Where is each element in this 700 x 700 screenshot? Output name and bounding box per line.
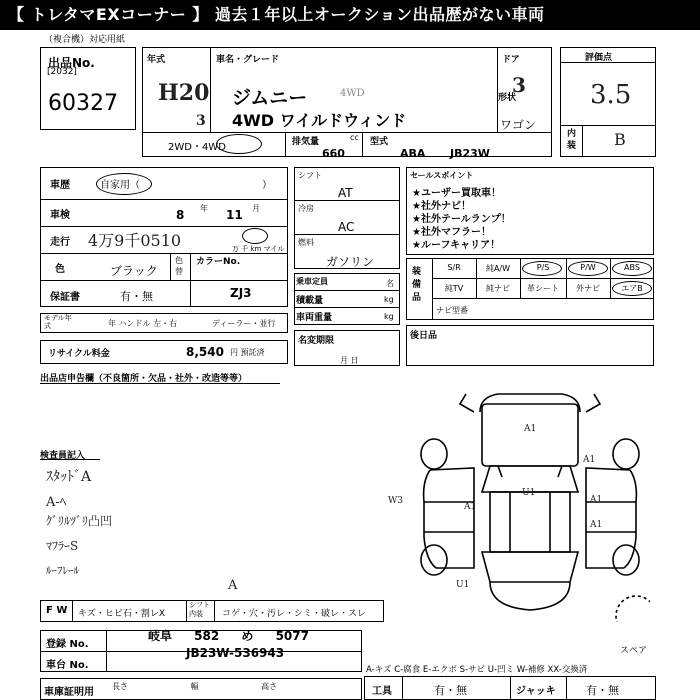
model-year-label: モデル年式 [44,314,72,330]
shift-label: シフト [298,171,322,180]
equip-aftermarket-navi: 外ナビ [576,284,600,293]
color-change-label: 色替 [175,256,183,276]
drive-circle [216,134,262,154]
ac-label: 冷房 [298,204,314,213]
inspector-label: 検査員記入 [40,451,86,461]
capacity-unit: 名 [386,279,394,288]
damage-mark-right-front: A1 [583,455,596,465]
equip-abs: ABS [624,263,640,272]
model-handle-label: 年 ハンドル 左・右 [108,319,178,328]
inspector-note-5: ﾙｰﾌﾚｰﾙ [46,564,79,577]
name-change-unit: 月 日 [340,356,359,365]
shift-value: AT [338,186,353,200]
weight-label: 車両重量 [296,313,333,323]
weight-unit: kg [384,312,394,321]
fw-label: F W [46,605,68,616]
km-circle [242,228,268,244]
recycle-label: リサイクル料金 [48,349,110,359]
equip-airbag: エアB [621,284,643,293]
ps-circle [522,261,562,276]
pw-circle [568,261,608,276]
equip-navi: 純ナビ [486,284,510,293]
tools-value: 有・無 [434,684,467,697]
mileage-label: 走行 [50,237,70,248]
equip-power-windows: P/W [580,263,596,272]
damage-mark-left-door: A1 [464,502,477,512]
chassis-label: 車台 No. [46,660,89,671]
inspection-year: 8 [176,208,185,222]
equip-leather: 革シート [527,284,559,293]
fw-interior-marks: コゲ・穴・汚レ・シミ・破レ・スレ [222,609,367,619]
jack-label: ジャッキ [516,686,556,697]
lot-label: 出品No. [48,56,95,70]
history-circle [96,173,152,195]
fw-items: キズ・ヒビ石・割レX [78,609,165,619]
equip-power-steering: P/S [536,263,550,272]
car-name: ジムニー [232,87,308,109]
damage-mark-rear-left: U1 [456,580,470,590]
spare-label: スペア [620,646,648,656]
later-box [406,325,654,366]
colorno-label: カラーNo. [196,257,241,267]
inspection-month-unit: 月 [252,204,260,213]
load-unit: kg [384,295,394,304]
displacement: 660 [322,147,345,160]
type-prefix: ABA [400,147,426,160]
mileage-units: 万 千 km マイル [232,245,285,253]
car-body-diagram [410,382,650,622]
capacity-label: 乗車定員 [296,277,328,286]
grade-score: 3.5 [590,80,632,110]
equip-tv: 純TV [444,284,464,293]
fuel-label: 燃料 [298,238,314,247]
registration-value: 岐阜 582 め 5077 [148,629,309,643]
inspector-note-4: ﾏﾌﾗｰS [46,539,79,553]
certificate-dims: 長さ 幅 高さ [112,682,278,691]
model-value: JB23W [450,147,490,160]
inspector-note-3: ｸﾞﾘﾙﾂﾞﾘ凸凹 [46,514,113,528]
sales-point-3: ★社外テールランプ！ [412,214,511,225]
fw-mark: A [228,578,238,593]
tools-label: 工具 [372,686,392,697]
inspector-note-1: ｽﾀｯﾄﾞA [46,469,92,485]
history-close: ） [262,180,272,191]
fuel-value: ガソリン [326,255,375,269]
mileage-value: 4万9千0510 [88,231,182,250]
color-label: 色 [55,264,65,275]
damage-mark-hood: A1 [524,424,537,434]
sales-label: セールスポイント [410,171,474,180]
color-value: ブラック [110,264,158,278]
sales-point-5: ★ルーフキャリア！ [412,240,501,251]
year-label: 年式 [147,55,166,65]
lot-code: [2032] [47,67,77,77]
warranty-label: 保証書 [50,292,80,303]
disp-unit: cc [350,133,359,142]
damage-mark-right-rear: A1 [590,520,603,530]
colorno-value: ZJ3 [230,286,252,300]
sub-note: （複合機）対応用紙 [44,35,126,45]
shape-label: 形状 [498,93,517,103]
damage-legend: A-キズ C-腐食 E-エクボ S-サビ U-凹ミ W-補修 XX-交換済 [366,665,588,675]
damage-mark-left-side: W3 [388,496,403,506]
year-note: 3 [196,113,206,129]
drive-value: 2WD・4WD [168,142,226,153]
name-label: 車名・グレード [216,55,280,65]
shape-value: ワゴン [500,118,537,132]
disp-label: 排気量 [292,137,320,147]
recycle-unit: 円 預託済 [230,348,265,357]
history-value: 自家用（ [100,180,140,191]
name-change-label: 名変期限 [298,336,335,346]
certificate-label: 車庫証明用 [44,687,94,698]
sales-point-1: ★ユーザー買取車！ [412,188,501,199]
inspection-year-unit: 年 [200,204,208,213]
damage-mark-right-door: A1 [590,495,603,505]
inspection-label: 車検 [50,210,70,221]
equip-sunroof: S/R [447,263,461,272]
abs-circle [612,261,652,276]
chassis-value: JB23W-536943 [186,646,285,660]
history-label: 車歴 [50,180,70,191]
car-name-note: 4WD [340,88,365,99]
equip-alloy-wheels: 純A/W [485,264,511,273]
year-value: H20 [158,80,210,106]
later-label: 後日品 [410,331,438,341]
seller-notes-label: 出品店申告欄（不良箇所・欠品・社外・改造等等） [40,374,248,384]
banner-title: 【 トレタマEXコーナー 】 過去１年以上オークション出品歴がない車両 [0,0,700,30]
grade-label: 評価点 [585,53,613,63]
jack-value: 有・無 [586,684,619,697]
fw-interior-label: シフト 内装 [189,601,210,618]
warranty-value: 有・無 [120,290,153,303]
damage-mark-roof: U1 [522,488,536,498]
navi-model-label: ナビ型番 [436,306,468,315]
door-value: 3 [512,73,526,97]
registration-label: 登録 No. [46,639,89,650]
interior-grade: B [614,130,626,149]
inspection-month: 11 [226,208,243,222]
door-label: ドア [502,55,520,65]
recycle-value: 8,540 [186,345,224,359]
airbag-circle [612,281,652,296]
interior-label: 内装 [567,129,577,151]
load-label: 積載量 [296,296,324,306]
inspector-note-2: A-ﾍ [46,495,67,510]
sales-point-4: ★社外マフラー！ [412,227,491,238]
lot-number: 60327 [48,91,118,116]
model-dealer-label: ディーラー・並行 [212,319,276,328]
sales-point-2: ★社外ナビ！ [412,201,471,212]
type-label: 型式 [370,137,389,147]
equipment-label: 装備品 [412,267,422,303]
ac-value: AC [338,220,355,234]
car-grade: 4WD ワイルドウィンド [232,111,407,130]
